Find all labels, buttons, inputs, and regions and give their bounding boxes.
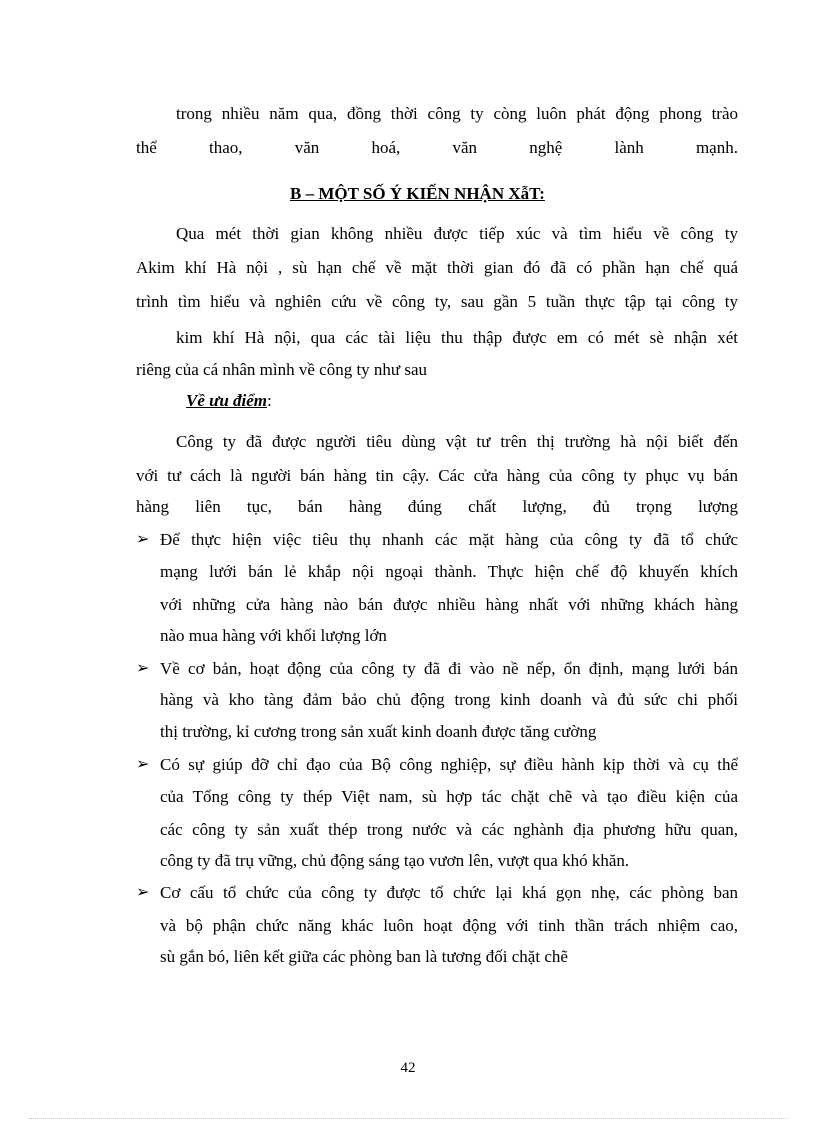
page-bottom-divider [28,1118,788,1119]
bullet-line: và bộ phận chức năng khác luôn hoạt động với tinh thần trách nhiệm cao, [160,916,738,935]
bullet-line: thị trường, kỉ cương trong sản xuất kinh doanh được tăng cường [160,722,597,741]
paragraph-line: hàng liên tục, bán hàng đúng chất lượng, đủ trọng lượng [136,497,738,516]
bullet-line: của Tổng công ty thép Việt nam, sù hợp tác chặt chẽ và tạo điều kiện của [160,787,738,806]
bullet-line: Cơ cấu tổ chức của công ty được tổ chức lại khá gọn nhẹ, các phòng ban [160,883,738,902]
bullet-line: Để thực hiện việc tiêu thụ nhanh các mặt hàng của công ty đã tổ chức [160,530,738,549]
paragraph-line: Qua mét thời gian không nhiều được tiếp xúc và tìm hiểu về công ty [176,224,738,243]
bullet-line: các công ty sản xuất thép trong nước và các nghành địa phương hữu quan, [160,820,738,839]
bullet-line: Có sự giúp đỡ chỉ đạo của Bộ công nghiệp, sự điều hành kịp thời và cụ thể [160,755,738,774]
bullet-line: mạng lưới bán lẻ khắp nội ngoại thành. Thực hiện chế độ khuyến khích [160,562,738,581]
paragraph-line: Akim khí Hà nội , sù hạn chế về mặt thời gian đó đã có phần hạn chế quá [136,258,738,277]
word: hoá, [371,138,401,157]
paragraph-line: với tư cách là người bán hàng tin cậy. Các cửa hàng của công ty phục vụ bán [136,466,738,485]
subheading [186,391,272,411]
paragraph-line: Công ty đã được người tiêu dùng vật tư trên thị trường hà nội biết đến [176,432,738,451]
bullet-line: hàng và kho tàng đảm bảo chủ động trong kinh doanh và đủ sức chi phối [160,690,738,709]
subheading-suffix: : [267,391,272,410]
arrow-bullet-icon: ➢ [136,531,150,548]
arrow-bullet-icon: ➢ [136,756,150,773]
word: lành [614,138,644,157]
word: mạnh. [695,138,738,157]
subheading-label: Về ưu điểm [186,391,268,410]
word: nghệ [529,138,563,157]
bullet-line: Về cơ bản, hoạt động của công ty đã đi vào nề nếp, ổn định, mạng lưới bán [160,659,738,678]
word: văn [452,138,478,157]
arrow-bullet-icon: ➢ [136,660,150,677]
paragraph-line: trình tìm hiểu và nghiên cứu về công ty, sau gần 5 tuần thực tập tại công ty [136,292,738,311]
bullet-line: công ty đã trụ vững, chủ động sáng tạo vươn lên, vượt qua khó khăn. [160,851,630,870]
paragraph-line: riêng của cá nhân mình về công ty như sau [136,360,428,379]
arrow-bullet-icon: ➢ [136,884,150,901]
word: thể [136,138,157,157]
page-number: 42 [400,1060,416,1076]
bullet-line: sù gắn bó, liên kết giữa các phòng ban là tương đối chặt chẽ [160,947,568,966]
paragraph-line: kim khí Hà nội, qua các tài liệu thu thập được em có mét sè nhận xét [176,328,738,347]
bullet-line: nào mua hàng với khối lượng lớn [160,626,387,645]
section-title: B – MỘT SỐ Ý KIẾN NHẬN XẫT: [290,184,545,203]
paragraph-line: trong nhiều năm qua, đồng thời công ty còng luôn phát động phong trào [176,104,738,123]
word: văn [294,138,320,157]
word: thao, [208,138,243,157]
bullet-line: với những cửa hàng nào bán được nhiều hàng nhất với những khách hàng [160,595,738,614]
paragraph-line-spread [136,138,738,158]
